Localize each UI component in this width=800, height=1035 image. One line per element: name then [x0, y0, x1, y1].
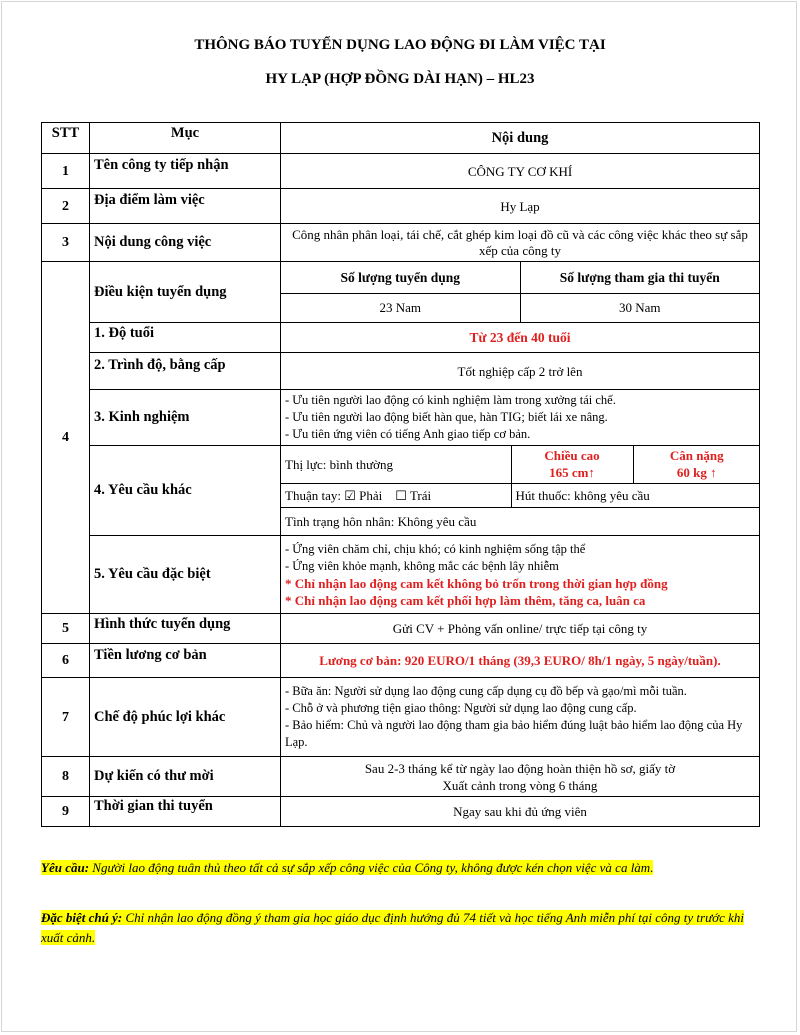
special-requirements-list [281, 536, 760, 614]
row-number: 5 [42, 614, 90, 644]
row-label: Thời gian thi tuyển [90, 797, 281, 827]
checkbox-unchecked-icon: ☐ [395, 487, 407, 503]
row-label: Địa điểm làm việc [90, 189, 281, 224]
table-header-row [42, 123, 760, 154]
document-title-line1: THÔNG BÁO TUYỂN DỤNG LAO ĐỘNG ĐI LÀM VIỆC TẠI [194, 37, 606, 53]
height-label: Chiều cao [544, 448, 600, 464]
height-value: 165 cm↑ [549, 465, 595, 481]
benefits-list [281, 678, 760, 757]
height-requirement [511, 446, 633, 483]
note1-label: Yêu cầu: [41, 860, 90, 875]
other-requirements-cell [281, 446, 760, 536]
row-label: 3. Kinh nghiệm [90, 390, 281, 446]
list-item: - Ưu tiên người lao động có kinh nghiệm làm trong xưởng tái chế. [285, 393, 616, 407]
handedness-label: Thuận tay: [285, 487, 341, 503]
smoking-value: Hút thuốc: không yêu cầu [511, 483, 760, 507]
row-label: Tiền lương cơ bản [90, 644, 281, 678]
list-item: * Chỉ nhận lao động cam kết không bỏ trốn trong thời gian hợp đồng [285, 575, 668, 591]
hand-left-label: Trái [409, 487, 432, 503]
row-number: 1 [42, 154, 90, 189]
row-value: Tốt nghiệp cấp 2 trở lên [281, 353, 760, 390]
table-row [42, 678, 760, 757]
row-value: CÔNG TY CƠ KHÍ [281, 154, 760, 189]
vision-value: Thị lực: bình thường [281, 446, 511, 483]
header-noi-dung: Nội dung [281, 123, 760, 154]
header-stt: STT [42, 123, 90, 154]
row-label: 1. Độ tuổi [90, 323, 281, 353]
marital-status-value: Tình trạng hôn nhân: Không yêu cầu [281, 507, 760, 535]
row-label: 4. Yêu cầu khác [90, 446, 281, 536]
list-item: - Ứng viên chăm chỉ, chịu khó; có kinh nghiệm sống tập thể [285, 541, 586, 556]
table-row [42, 797, 760, 827]
hand-right-label: Phải [359, 487, 383, 503]
weight-requirement [633, 446, 760, 483]
document-title-line2: HY LẠP (HỢP ĐỒNG DÀI HẠN) – HL23 [265, 71, 535, 87]
row-value: Hy Lạp [281, 189, 760, 224]
row-number: 9 [42, 797, 90, 827]
invitation-line2: Xuất cảnh trong vòng 6 tháng [442, 777, 598, 793]
note-special-attention [41, 908, 761, 948]
row-label: 2. Trình độ, bằng cấp [90, 353, 281, 390]
invitation-timing [281, 757, 760, 797]
quantity-header-recruit: Số lượng tuyển dụng [281, 262, 520, 293]
table-row [42, 323, 760, 353]
age-value: Từ 23 đến 40 tuổi [281, 323, 760, 353]
table-row [42, 390, 760, 446]
checkbox-checked-icon: ☑ [344, 487, 356, 503]
list-item: - Ứng viên khỏe mạnh, không mắc các bệnh lây nhiễm [285, 558, 559, 573]
row-number: 6 [42, 644, 90, 678]
quantity-value-exam: 30 Nam [520, 293, 759, 322]
row-label: Dự kiến có thư mời [90, 757, 281, 797]
row-number: 4 [42, 262, 90, 614]
row-number: 7 [42, 678, 90, 757]
table-row [42, 262, 760, 323]
row-number: 3 [42, 224, 90, 262]
row-number: 2 [42, 189, 90, 224]
handedness-field [281, 483, 511, 507]
row-label: Chế độ phúc lợi khác [90, 678, 281, 757]
row-label: Điều kiện tuyển dụng [90, 262, 281, 323]
note-requirement [41, 858, 761, 878]
row-value: Gửi CV + Phỏng vấn online/ trực tiếp tại công ty [281, 614, 760, 644]
quantity-value-recruit: 23 Nam [281, 293, 520, 322]
recruitment-table [41, 122, 760, 827]
row-value: Công nhân phân loại, tái chế, cắt ghép kim loại đồ cũ và các công việc khác theo sự sắp xếp của công ty [281, 224, 760, 262]
quantity-header-exam: Số lượng tham gia thi tuyển [520, 262, 759, 293]
row-label: 5. Yêu cầu đặc biệt [90, 536, 281, 614]
recruitment-quantity-cell [281, 262, 760, 323]
table-row [42, 446, 760, 536]
note2-label: Đặc biệt chú ý: [41, 910, 123, 925]
list-item: - Ưu tiên ứng viên có tiếng Anh giao tiếp cơ bản. [285, 427, 531, 441]
list-item: - Bữa ăn: Người sử dụng lao động cung cấp dụng cụ đồ bếp và gạo/mì mỗi tuần. [285, 684, 687, 698]
table-row [42, 757, 760, 797]
table-row [42, 614, 760, 644]
weight-label: Cân nặng [669, 448, 724, 464]
table-row [42, 644, 760, 678]
list-item: * Chỉ nhận lao động cam kết phối hợp làm thêm, tăng ca, luân ca [285, 592, 646, 608]
table-row [42, 536, 760, 614]
table-row [42, 224, 760, 262]
row-number: 8 [42, 757, 90, 797]
note1-text: Người lao động tuân thủ theo tất cả sự sắp xếp công việc của Công ty, không được kén chọn việc và ca làm. [89, 860, 654, 875]
row-label: Hình thức tuyển dụng [90, 614, 281, 644]
row-label: Tên công ty tiếp nhận [90, 154, 281, 189]
salary-value: Lương cơ bản: 920 EURO/1 tháng (39,3 EURO/ 8h/1 ngày, 5 ngày/tuần). [281, 644, 760, 678]
table-row [42, 154, 760, 189]
invitation-line1: Sau 2-3 tháng kể từ ngày lao động hoàn thiện hồ sơ, giấy tờ [364, 760, 676, 776]
list-item: - Chỗ ở và phương tiện giao thông: Người sử dụng lao động cung cấp. [285, 701, 637, 715]
row-label: Nội dung công việc [90, 224, 281, 262]
list-item: - Ưu tiên người lao động biết hàn que, hàn TIG; biết lái xe nâng. [285, 410, 608, 424]
note2-text: Chỉ nhận lao động đồng ý tham gia học giáo dục định hướng đủ 74 tiết và học tiếng Anh miễn phí tại công ty trước khi xuất cảnh. [41, 910, 745, 945]
experience-list [281, 390, 760, 446]
weight-value: 60 kg ↑ [676, 465, 717, 481]
table-row [42, 353, 760, 390]
header-muc: Mục [90, 123, 281, 154]
list-item: - Bảo hiểm: Chủ và người lao động tham gia bảo hiểm đúng luật bảo hiểm lao động của Hy Lạp. [285, 718, 743, 749]
table-row [42, 189, 760, 224]
row-value: Ngay sau khi đủ ứng viên [281, 797, 760, 827]
